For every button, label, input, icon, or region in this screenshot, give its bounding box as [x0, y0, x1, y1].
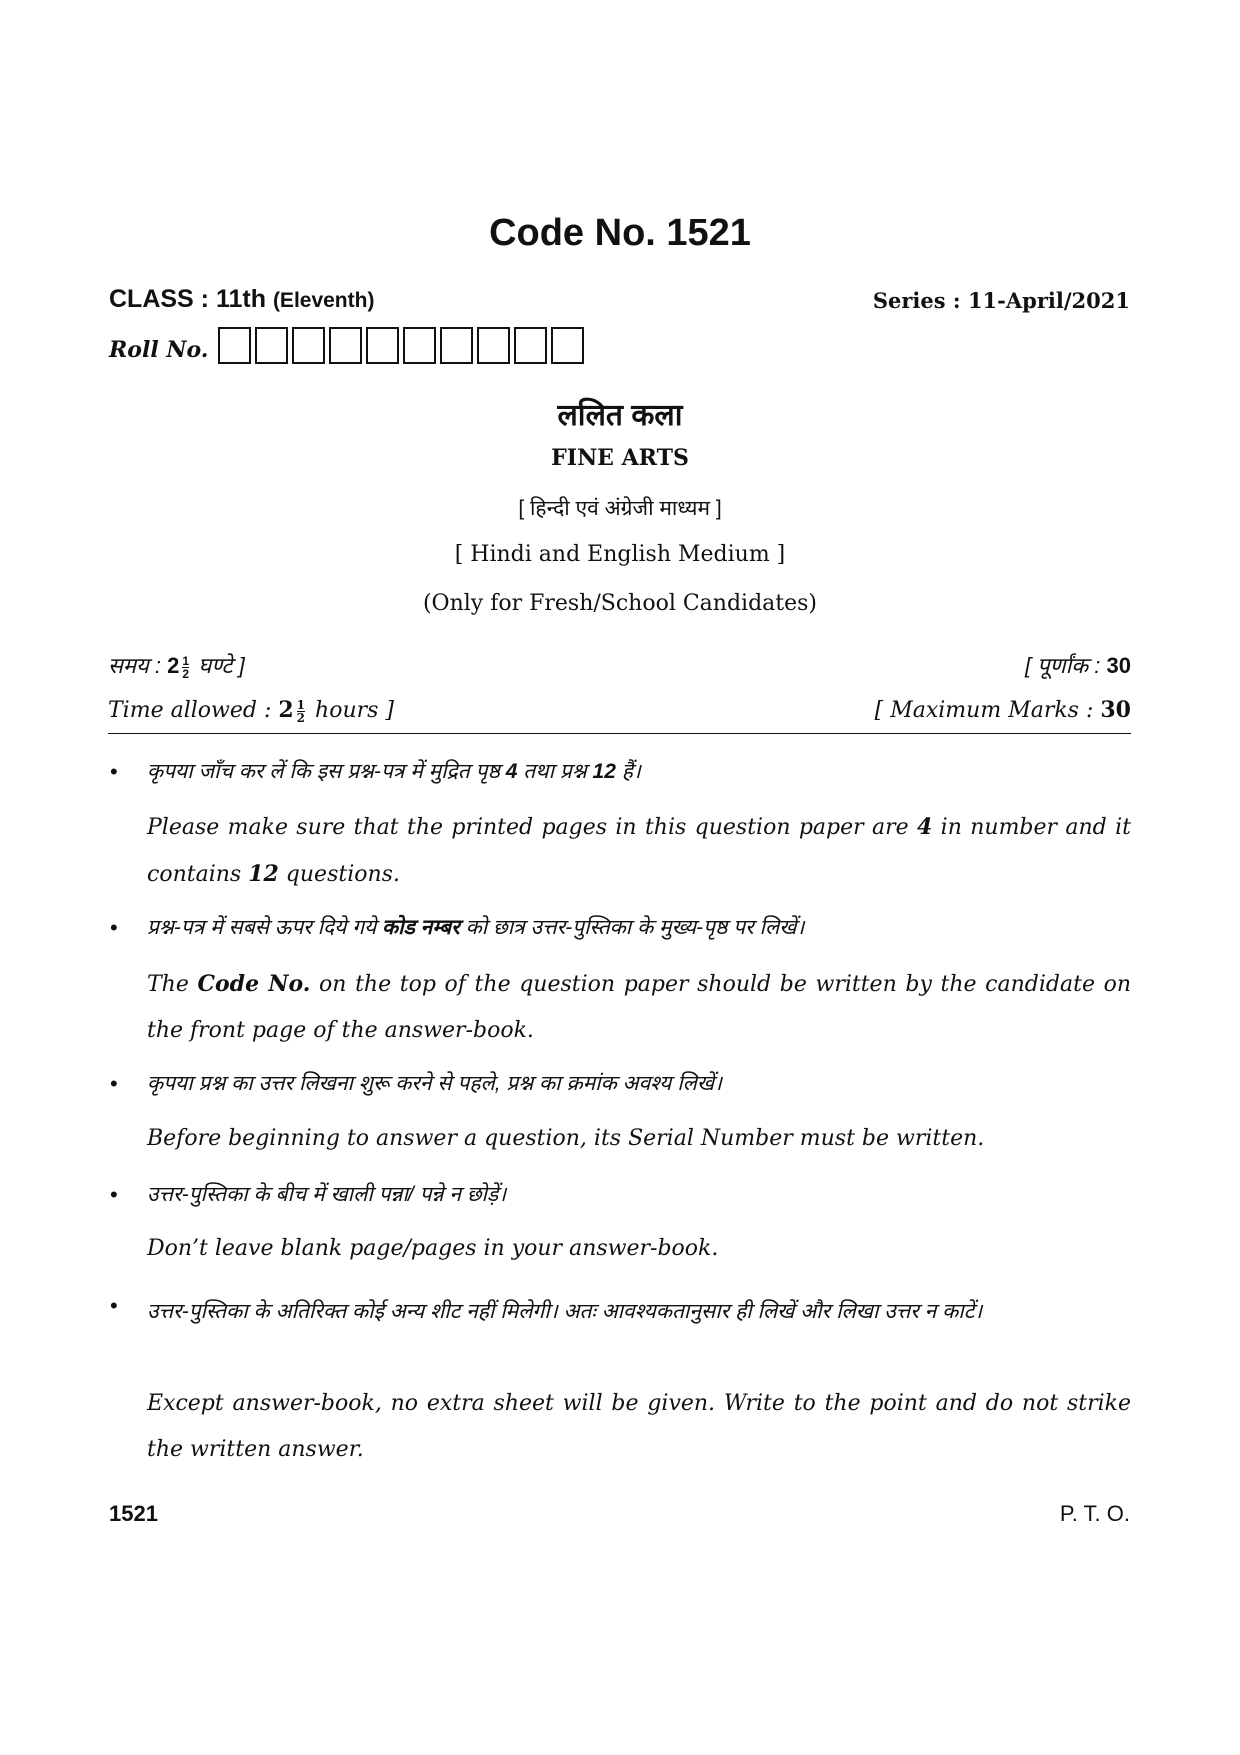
instruction-3-hindi: कृपया प्रश्न का उत्तर लिखना शुरू करने से पहले, प्रश्न का क्रमांक अवश्य लिखें।	[147, 1072, 723, 1095]
instruction-3-english: Before beginning to answer a question, its Serial Number must be written.	[147, 1126, 985, 1151]
time-label-hindi: समय :	[108, 653, 162, 678]
roll-digit-box[interactable]	[403, 327, 436, 364]
marks-hindi	[1025, 650, 1131, 680]
instruction-5-hindi: उत्तर-पुस्तिका के अतिरिक्त कोई अन्य शीट नहीं मिलेगी। अतः आवश्यकतानुसार ही लिखें और लिखा उत्तर न काटें।	[147, 1300, 983, 1323]
roll-digit-box[interactable]	[255, 327, 288, 364]
instruction-4-hindi: उत्तर-पुस्तिका के बीच में खाली पन्ना/ पन्ने न छोड़ें।	[147, 1183, 507, 1206]
marks-value-english: 30	[1100, 697, 1131, 723]
time-value-english: 2	[278, 697, 294, 723]
instruction-1-hindi: कृपया जाँच कर लें कि इस प्रश्न-पत्र में मुद्रित पृष्ठ 4 तथा प्रश्न 12 हैं।	[147, 760, 641, 783]
marks-label-english: [ Maximum Marks :	[874, 698, 1094, 723]
marks-value-hindi: 30	[1106, 653, 1131, 678]
footer-code: 1521	[109, 1501, 158, 1526]
marks-label-hindi: [ पूर्णांक :	[1024, 653, 1101, 678]
roll-digit-box[interactable]	[292, 327, 325, 364]
instruction-2-hindi: प्रश्न-पत्र में सबसे ऊपर दिये गये कोड नम्बर को छात्र उत्तर-पुस्तिका के मुख्य-पृष्ठ पर लिखें।	[147, 916, 805, 939]
class-paren: (Eleventh)	[272, 289, 375, 312]
candidate-note: (Only for Fresh/School Candidates)	[422, 591, 818, 616]
roll-digit-box[interactable]	[218, 327, 251, 364]
bullet-icon: •	[110, 1182, 118, 1207]
series-label: Series : 11-April/2021	[872, 288, 1130, 313]
roll-digit-box[interactable]	[329, 327, 362, 364]
subject-title-english: FINE ARTS	[551, 445, 689, 471]
pto-label: P. T. O.	[1059, 1501, 1130, 1526]
header-divider	[108, 733, 1131, 734]
time-row-hindi	[108, 650, 1131, 680]
roll-digit-box[interactable]	[514, 327, 547, 364]
time-hindi	[108, 650, 245, 680]
time-unit-english: hours ]	[315, 698, 394, 723]
marks-english	[875, 697, 1131, 724]
roll-digit-box[interactable]	[551, 327, 584, 364]
medium-hindi: [ हिन्दी एवं अंग्रेजी माध्यम ]	[518, 497, 722, 520]
time-row-english	[108, 697, 1131, 724]
roll-number-boxes[interactable]	[218, 327, 588, 364]
instruction-1-english: Please make sure that the printed pages in this question paper are 4 in number and it contains 12 questions.	[147, 814, 1131, 887]
code-number-title: Code No. 1521	[489, 212, 751, 254]
roll-digit-box[interactable]	[477, 327, 510, 364]
time-label-english: Time allowed :	[108, 698, 272, 723]
time-unit-hindi: घण्टे ]	[198, 653, 245, 678]
roll-digit-box[interactable]	[366, 327, 399, 364]
time-value-hindi: 2	[167, 653, 180, 678]
bullet-icon: •	[110, 915, 118, 940]
instruction-4-english: Don’t leave blank page/pages in your answer-book.	[147, 1236, 719, 1261]
class-label	[109, 285, 374, 314]
bullet-icon: •	[110, 1293, 118, 1318]
medium-english: [ Hindi and English Medium ]	[454, 542, 786, 567]
instruction-2-english: The Code No. on the top of the question paper should be written by the candidate on the front page of the answer-book.	[147, 971, 1132, 1043]
roll-digit-box[interactable]	[440, 327, 473, 364]
time-english	[108, 697, 394, 724]
instruction-5-english: Except answer-book, no extra sheet will be given. Write to the point and do not strike the written answer.	[147, 1391, 1131, 1462]
half-fraction: $\frac{1}{2}$	[182, 653, 190, 681]
class-value: CLASS : 11th	[109, 285, 266, 313]
subject-title-hindi: ललित कला	[557, 399, 683, 432]
roll-number-label: Roll No.	[109, 337, 209, 363]
bullet-icon: •	[110, 1071, 118, 1096]
half-fraction: $\frac{1}{2}$	[296, 697, 306, 725]
bullet-icon: •	[110, 759, 118, 784]
